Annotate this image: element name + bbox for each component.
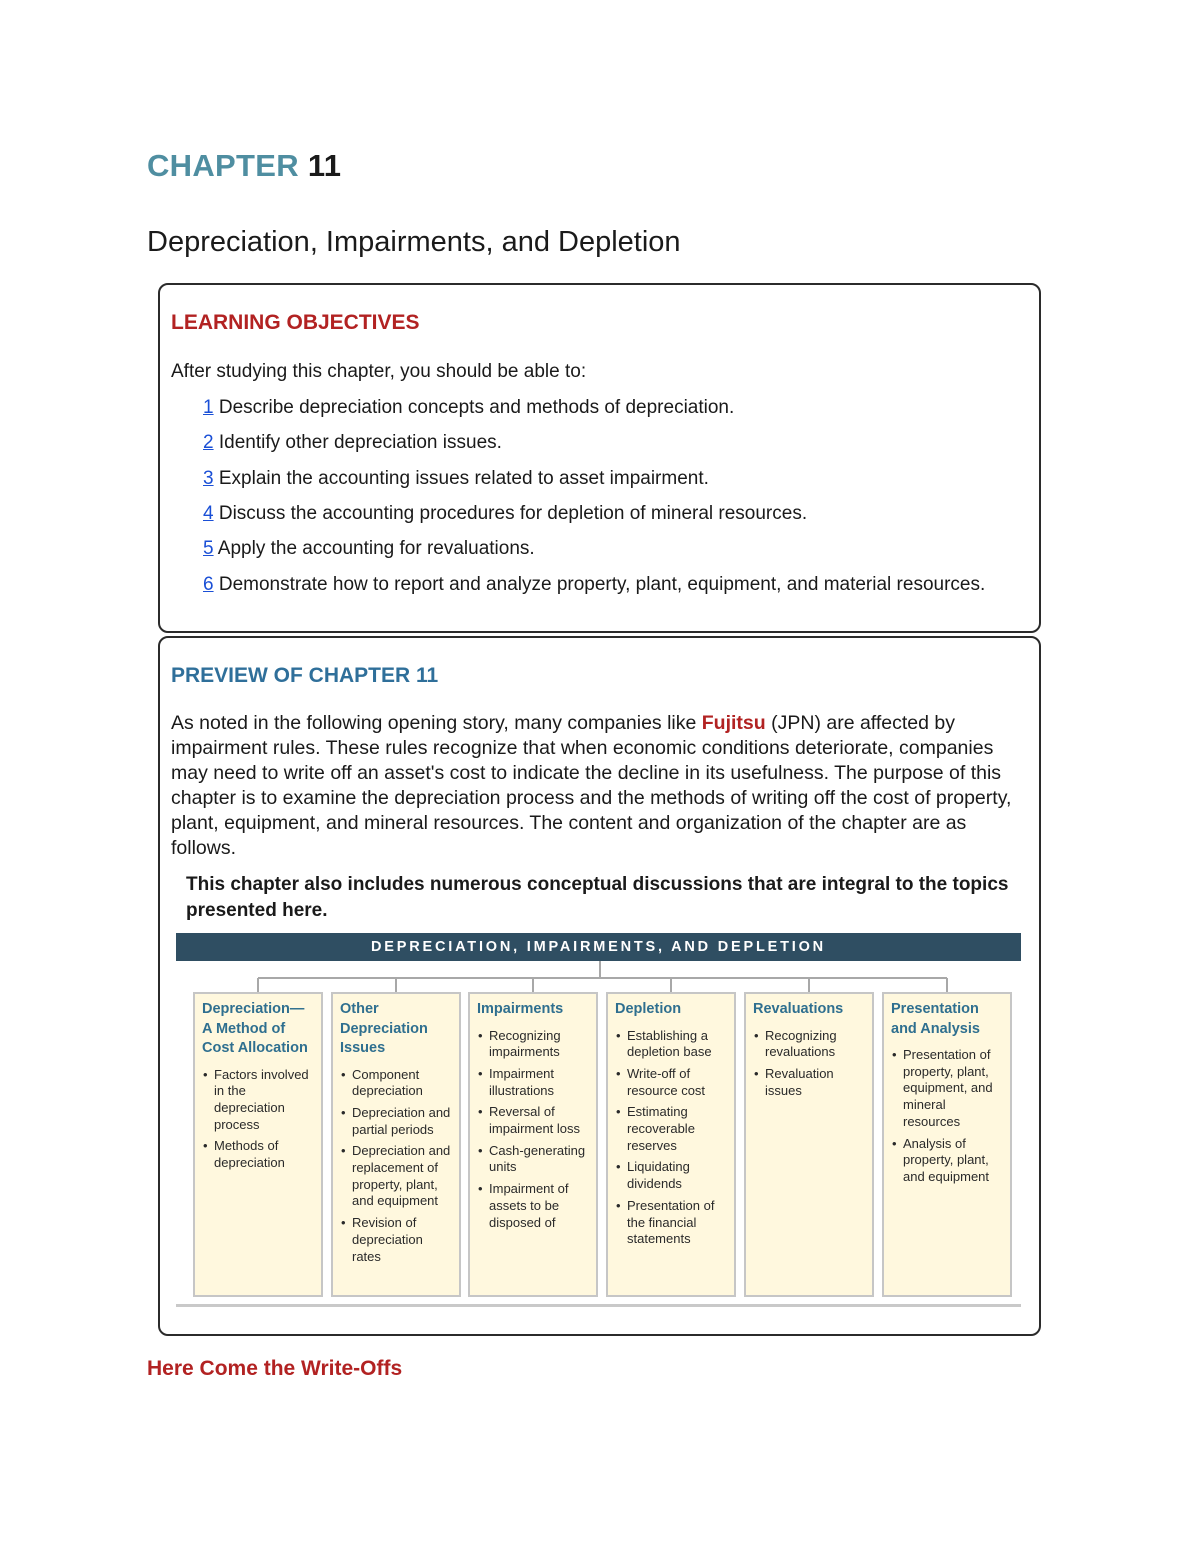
topic-item: • Depreciation and replacement of property, plant, and equipment [340,1143,454,1210]
objective-item [203,430,1023,455]
objective-link[interactable]: 3 [203,468,214,489]
chapter-organization-chart [176,933,1021,1309]
company-name: Fujitsu [701,712,766,734]
topic-column-impairments [468,992,598,1297]
chapter-title: Depreciation, Impairments, and Depletion [147,226,681,258]
topic-item: • Liquidating dividends [615,1159,729,1192]
topic-item: • Establishing a depletion base [615,1028,729,1061]
chapter-number: 11 [307,148,342,183]
topic-item: • Impairment illustrations [477,1066,591,1099]
chapter-heading [147,148,341,184]
topic-item: • Revision of depreciation rates [340,1215,454,1265]
topic-item: • Analysis of property, plant, and equipment [891,1136,1005,1186]
topic-title: Impairments [477,1001,564,1017]
topic-item: • Write-off of resource cost [615,1066,729,1099]
topic-column-presentation [882,992,1012,1297]
topic-item: • Factors involved in the depreciation process [202,1067,316,1134]
objective-item [203,536,1023,561]
topic-column-other-depreciation [331,992,461,1297]
objective-link[interactable]: 6 [203,574,214,595]
topic-item: • Presentation of property, plant, equipment, and mineral resources [891,1047,1005,1131]
topic-item: • Estimating recoverable reserves [615,1104,729,1154]
topic-item: • Reversal of impairment loss [477,1104,591,1137]
objective-text: Discuss the accounting procedures for depletion of mineral resources. [213,503,808,524]
preview-heading: PREVIEW OF CHAPTER 11 [171,664,439,687]
learning-objectives-box [158,283,1041,633]
objective-item [203,395,1023,420]
chart-banner: DEPRECIATION, IMPAIRMENTS, AND DEPLETION [176,933,1021,961]
chapter-label: CHAPTER [147,148,299,183]
learning-objectives-intro: After studying this chapter, you should be able to: [171,361,587,382]
objective-item [203,572,1023,597]
preview-text-start: As noted in the following opening story, many companies like [171,712,702,734]
objective-item [203,501,1023,526]
topic-item: • Revaluation issues [753,1066,867,1099]
topic-item: • Recognizing revaluations [753,1028,867,1061]
topic-item: • Cash-generating units [477,1143,591,1176]
topic-item: • Impairment of assets to be disposed of [477,1181,591,1231]
topic-title: Other Depreciation Issues [340,1001,428,1056]
objective-link[interactable]: 5 [203,538,214,559]
learning-objectives-heading: LEARNING OBJECTIVES [171,311,420,334]
objective-link[interactable]: 4 [203,503,214,524]
chart-bottom-rule [176,1304,1021,1307]
objective-item [203,466,1023,491]
topic-column-revaluations [744,992,874,1297]
topic-item: • Depreciation and partial periods [340,1105,454,1138]
topic-title: Depreciation— A Method of Cost Allocation [202,1001,308,1056]
objective-link[interactable]: 1 [203,397,214,418]
preview-bold-note: This chapter also includes numerous conceptual discussions that are integral to the topics presented here. [186,874,1009,921]
topic-title: Presentation and Analysis [891,1001,980,1037]
objective-text: Explain the accounting issues related to asset impairment. [213,468,709,489]
topic-title: Revaluations [753,1001,844,1017]
topic-item: • Recognizing impairments [477,1028,591,1061]
preview-paragraph [171,711,1031,861]
objective-link[interactable]: 2 [203,432,214,453]
objective-text: Apply the accounting for revaluations. [213,538,535,559]
objective-text: Describe depreciation concepts and methods of depreciation. [213,397,735,418]
section-heading: Here Come the Write-Offs [147,1357,403,1380]
objective-text: Demonstrate how to report and analyze property, plant, equipment, and material resources. [213,574,986,595]
topic-item: • Presentation of the financial statements [615,1198,729,1248]
topic-item: • Methods of depreciation [202,1138,316,1171]
topic-column-depreciation [193,992,323,1297]
topic-title: Depletion [615,1001,682,1017]
topic-column-depletion [606,992,736,1297]
topic-item: • Component depreciation [340,1067,454,1100]
preview-text-end: (JPN) are affected by impairment rules. These rules recognize that when economic conditions deteriorate, companies may need to write off an asset's cost to indicate the decline in its usefulness. The purpose of this chapter is to examine the depreciation process and the methods of writing off the cost of property, plant, equipment, and mineral resources. The content and organization of the chapter are as follows. [171,712,1012,859]
objective-text: Identify other depreciation issues. [213,432,502,453]
